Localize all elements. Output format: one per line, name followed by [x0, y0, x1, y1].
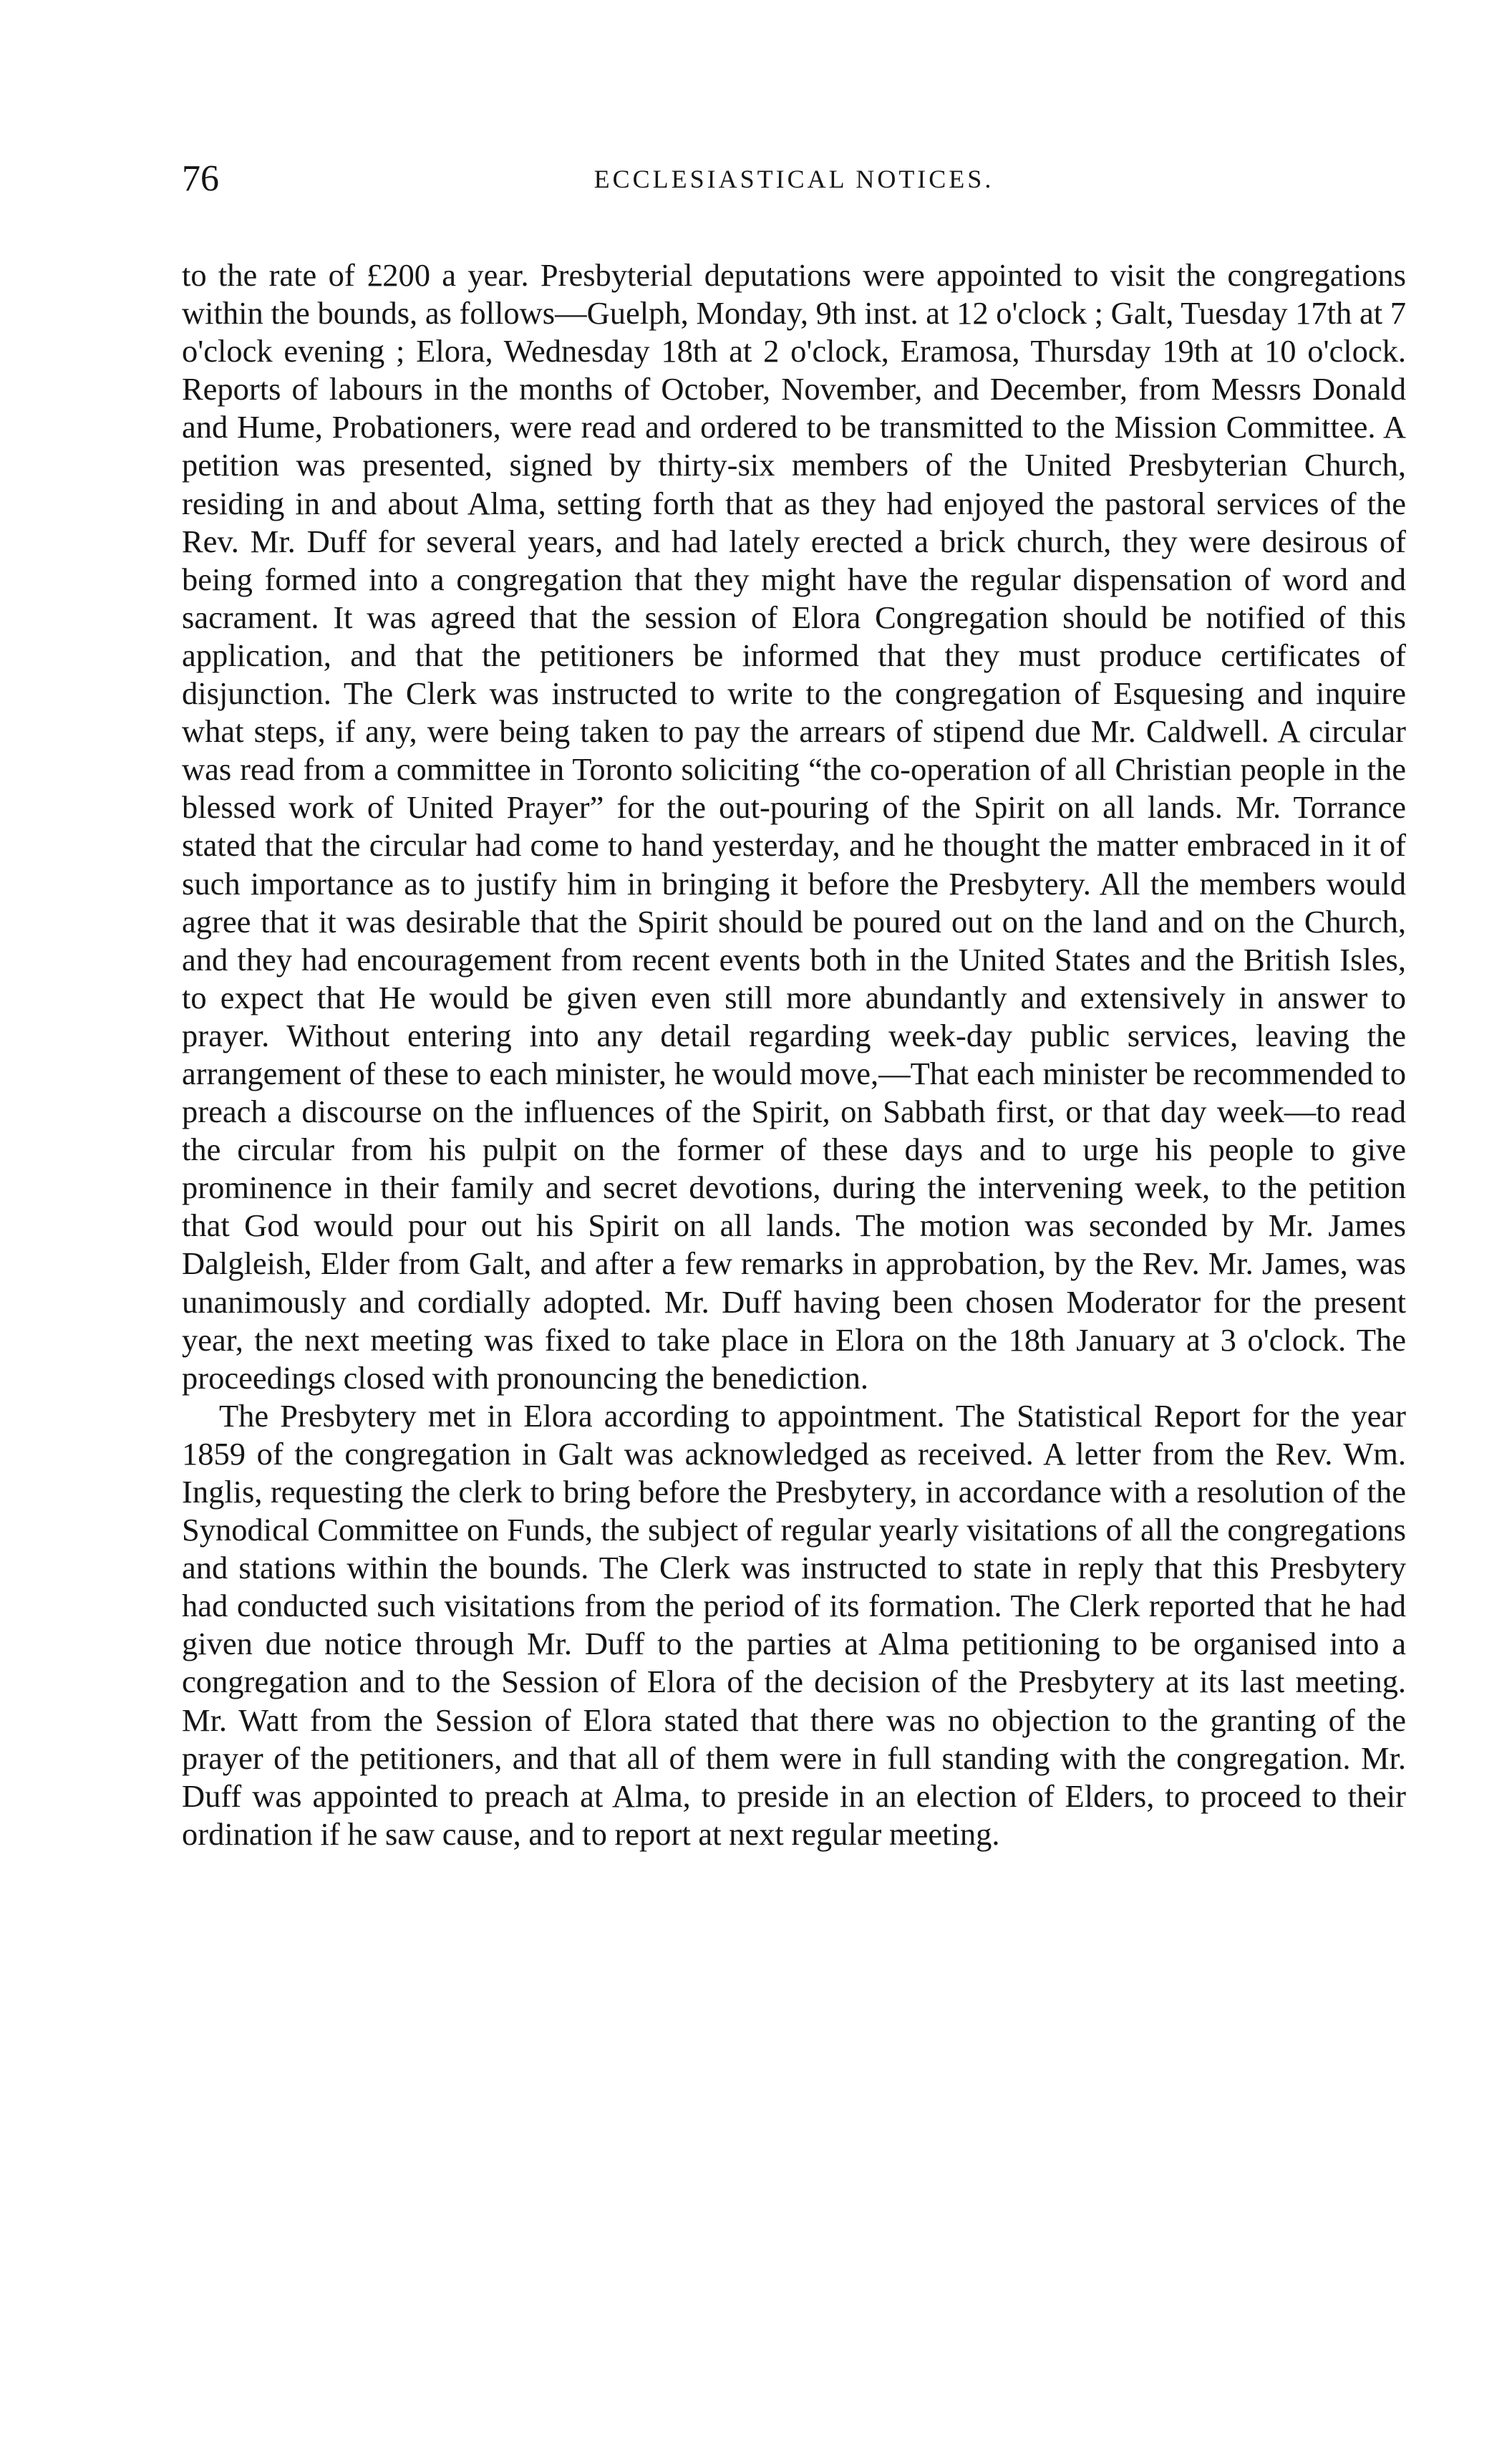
running-header — [182, 158, 1406, 208]
article-body — [182, 256, 1406, 1853]
paragraph-elora-meeting: The Presbytery met in Elora according to appointment. The Statistical Report for the year 1859 of the congregation in Galt was acknowledged as received. A letter from the Rev. Wm. Inglis, requesting the clerk to bring before the Presbytery, in accordance with a resolution of the Synodical Committee on Funds, the subject of regular yearly visitations of all the congregations and stations within the bounds. The Clerk was instructed to state in reply that this Presbytery had conducted such visitations from the period of its formation. The Clerk reported that he had given due notice through Mr. Duff to the parties at Alma petitioning to be organised into a congregation and to the Session of Elora of the decision of the Presbytery at its last meeting. Mr. Watt from the Session of Elora stated that there was no objection to the granting of the prayer of the petitioners, and that all of them were in full standing with the congregation. Mr. Duff was appointed to preach at Alma, to preside in an election of Elders, to proceed to their ordination if he saw cause, and to report at next regular meeting. — [182, 1397, 1406, 1852]
page-number: 76 — [182, 158, 219, 199]
page-header-title: ECCLESIASTICAL NOTICES. — [593, 165, 994, 193]
paragraph-presbytery-proceedings: to the rate of £200 a year. Presbyterial deputations were appointed to visit the congregations within the bounds, as follows—Guelph, Monday, 9th inst. at 12 o'clock ; Galt, Tuesday 17th at 7 o'clock evening ; Elora, Wednesday 18th at 2 o'clock, Eramosa, Thursday 19th at 10 o'clock. Reports of labours in the months of October, November, and December, from Messrs Donald and Hume, Probationers, were read and ordered to be transmitted to the Mission Committee. A petition was presented, signed by thirty-six members of the United Presbyterian Church, residing in and about Alma, setting forth that as they had enjoyed the pastoral services of the Rev. Mr. Duff for several years, and had lately erected a brick church, they were desirous of being formed into a congregation that they might have the regular dispensation of word and sacrament. It was agreed that the session of Elora Congregation should be notified of this application, and that the petitioners be informed that they must produce certificates of disjunction. The Clerk was instructed to write to the congregation of Esquesing and inquire what steps, if any, were being taken to pay the arrears of stipend due Mr. Caldwell. A circular was read from a committee in Toronto soliciting “the co-operation of all Christian people in the blessed work of United Prayer” for the out-pouring of the Spirit on all lands. Mr. Torrance stated that the circular had come to hand yesterday, and he thought the matter embraced in it of such importance as to justify him in bringing it before the Presbytery. All the members would agree that it was desirable that the Spirit should be poured out on the land and on the Church, and they had encouragement from recent events both in the United States and the British Isles, to expect that He would be given even still more abundantly and extensively in answer to prayer. Without entering into any detail regarding week-day public services, leaving the arrangement of these to each minister, he would move,—That each minister be recommended to preach a discourse on the influences of the Spirit, on Sabbath first, or that day week—to read the circular from his pulpit on the former of these days and to urge his people to give prominence in their family and secret devotions, during the intervening week, to the petition that God would pour out his Spirit on all lands. The motion was seconded by Mr. James Dalgleish, Elder from Galt, and after a few remarks in approbation, by the Rev. Mr. James, was unanimously and cordially adopted. Mr. Duff having been chosen Moderator for the present year, the next meeting was fixed to take place in Elora on the 18th January at 3 o'clock. The proceedings closed with pronouncing the benediction. — [182, 257, 1406, 1396]
